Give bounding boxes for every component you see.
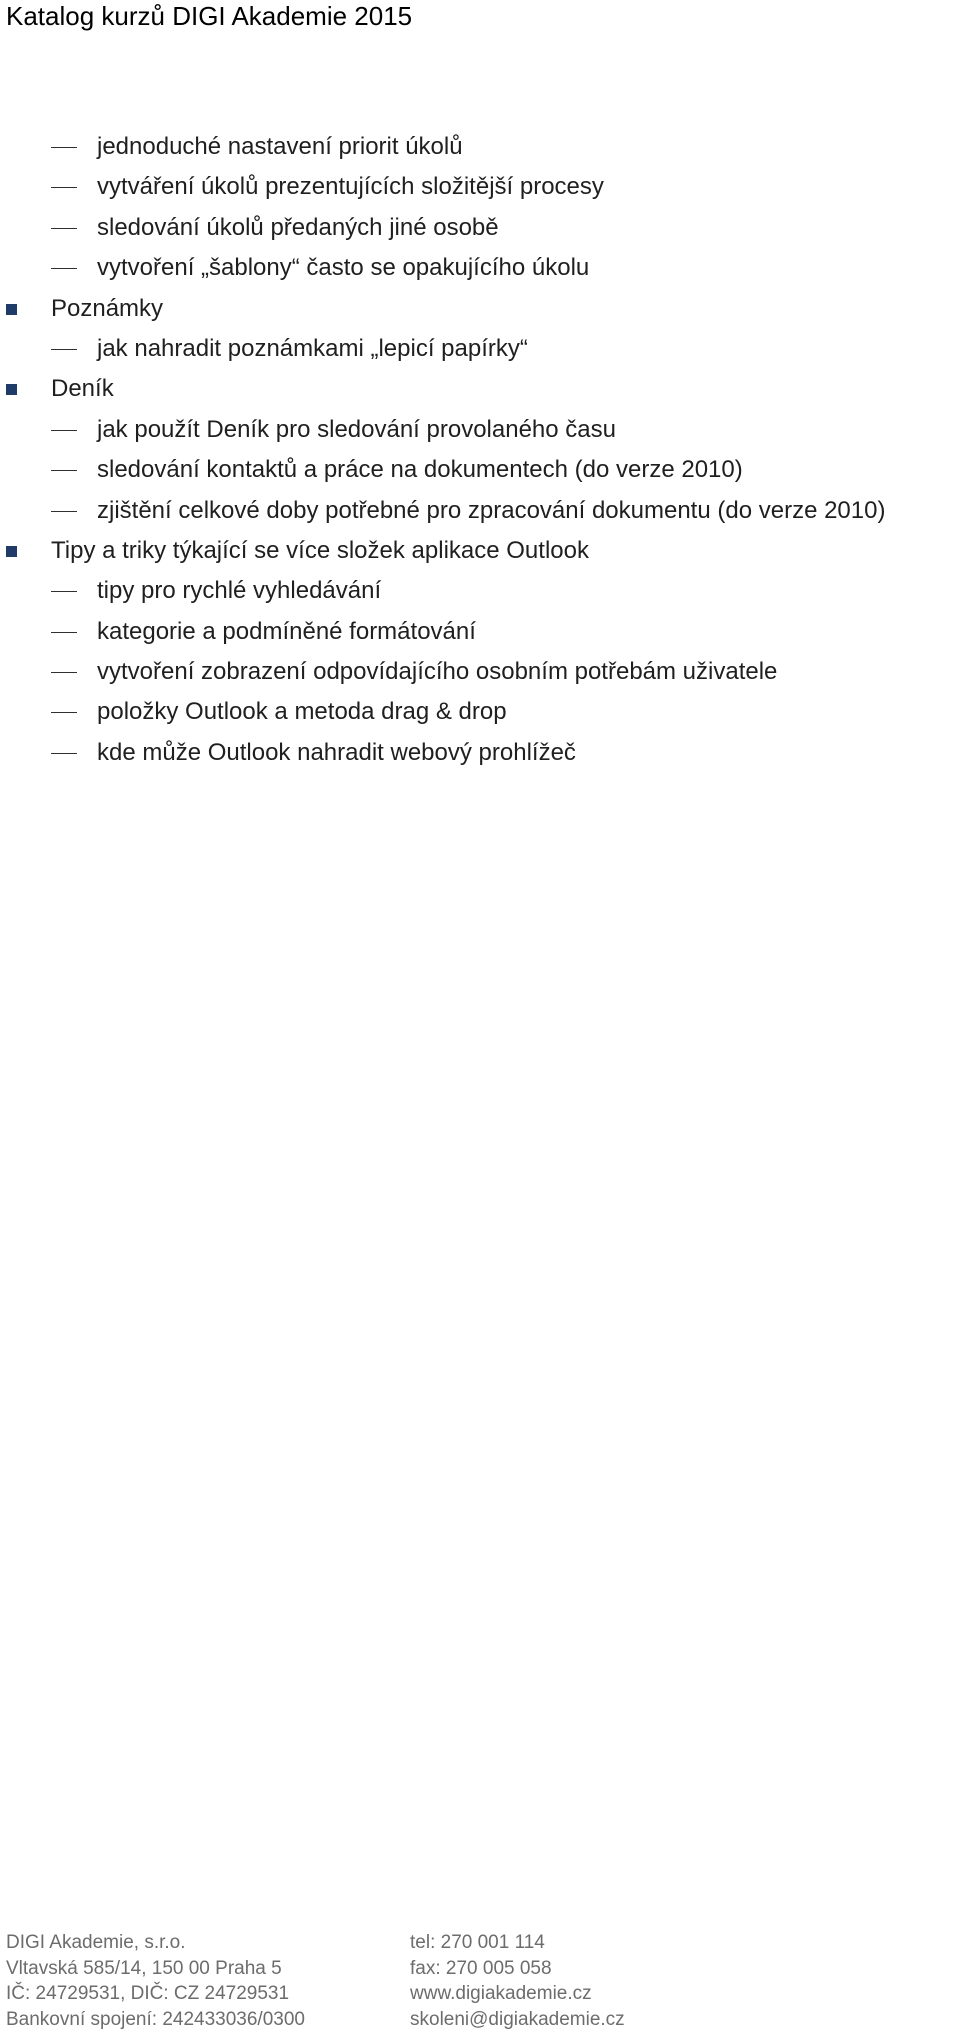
footer-contact-info — [410, 1930, 625, 2032]
list-item-text: vytvoření zobrazení odpovídajícího osobním potřebám uživatele — [97, 658, 777, 685]
list-item-text: jednoduché nastavení priorit úkolů — [97, 133, 463, 160]
list-item — [0, 450, 960, 490]
section-heading-text: Tipy a triky týkající se více složek aplikace Outlook — [51, 537, 589, 564]
dash-bullet-icon — [51, 591, 77, 592]
section-heading — [0, 369, 960, 409]
list-item — [0, 167, 960, 207]
list-item — [0, 571, 960, 611]
list-item — [0, 329, 960, 369]
dash-bullet-icon — [51, 430, 77, 431]
footer-email: skoleni@digiakademie.cz — [410, 2007, 625, 2032]
list-item — [0, 127, 960, 167]
footer-company-name: DIGI Akademie, s.r.o. — [6, 1930, 305, 1956]
list-item — [0, 692, 960, 732]
dash-bullet-icon — [51, 349, 77, 350]
dash-bullet-icon — [51, 147, 77, 148]
dash-bullet-icon — [51, 228, 77, 229]
list-item — [0, 410, 960, 450]
list-item-text: sledování úkolů předaných jiné osobě — [97, 214, 499, 241]
footer-fax: fax: 270 005 058 — [410, 1956, 625, 1982]
dash-bullet-icon — [51, 672, 77, 673]
list-item-text: tipy pro rychlé vyhledávání — [97, 577, 381, 604]
list-item-text: sledování kontaktů a práce na dokumentech (do verze 2010) — [97, 456, 743, 483]
dash-bullet-icon — [51, 753, 77, 754]
square-bullet-icon — [6, 304, 17, 315]
dash-bullet-icon — [51, 470, 77, 471]
list-item-text: kde může Outlook nahradit webový prohlížeč — [97, 739, 576, 766]
list-item — [0, 491, 960, 531]
course-outline — [0, 127, 960, 773]
dash-bullet-icon — [51, 268, 77, 269]
footer-website: www.digiakademie.cz — [410, 1981, 625, 2007]
dash-bullet-icon — [51, 632, 77, 633]
list-item-text: zjištění celkové doby potřebné pro zpracování dokumentu (do verze 2010) — [97, 497, 885, 524]
footer-company-ids: IČ: 24729531, DIČ: CZ 24729531 — [6, 1981, 305, 2007]
page-header-title: Katalog kurzů DIGI Akademie 2015 — [6, 0, 412, 32]
list-item — [0, 652, 960, 692]
footer-phone: tel: 270 001 114 — [410, 1930, 625, 1956]
footer-address: Vltavská 585/14, 150 00 Praha 5 — [6, 1956, 305, 1982]
list-item-text: položky Outlook a metoda drag & drop — [97, 698, 507, 725]
list-item — [0, 733, 960, 773]
list-item — [0, 248, 960, 288]
dash-bullet-icon — [51, 712, 77, 713]
dash-bullet-icon — [51, 187, 77, 188]
section-heading-text: Deník — [51, 375, 114, 402]
list-item-text: vytvoření „šablony“ často se opakujícího úkolu — [97, 254, 589, 281]
list-item-text: jak nahradit poznámkami „lepicí papírky“ — [97, 335, 528, 362]
section-heading — [0, 289, 960, 329]
footer-bank-account: Bankovní spojení: 242433036/0300 — [6, 2007, 305, 2032]
list-item-text: kategorie a podmíněné formátování — [97, 618, 476, 645]
dash-bullet-icon — [51, 511, 77, 512]
square-bullet-icon — [6, 546, 17, 557]
list-item-text: jak použít Deník pro sledování provolaného času — [97, 416, 616, 443]
list-item — [0, 208, 960, 248]
footer-company-info — [6, 1930, 305, 2032]
square-bullet-icon — [6, 384, 17, 395]
section-heading — [0, 531, 960, 571]
list-item — [0, 612, 960, 652]
list-item-text: vytváření úkolů prezentujících složitější procesy — [97, 173, 604, 200]
section-heading-text: Poznámky — [51, 295, 163, 322]
